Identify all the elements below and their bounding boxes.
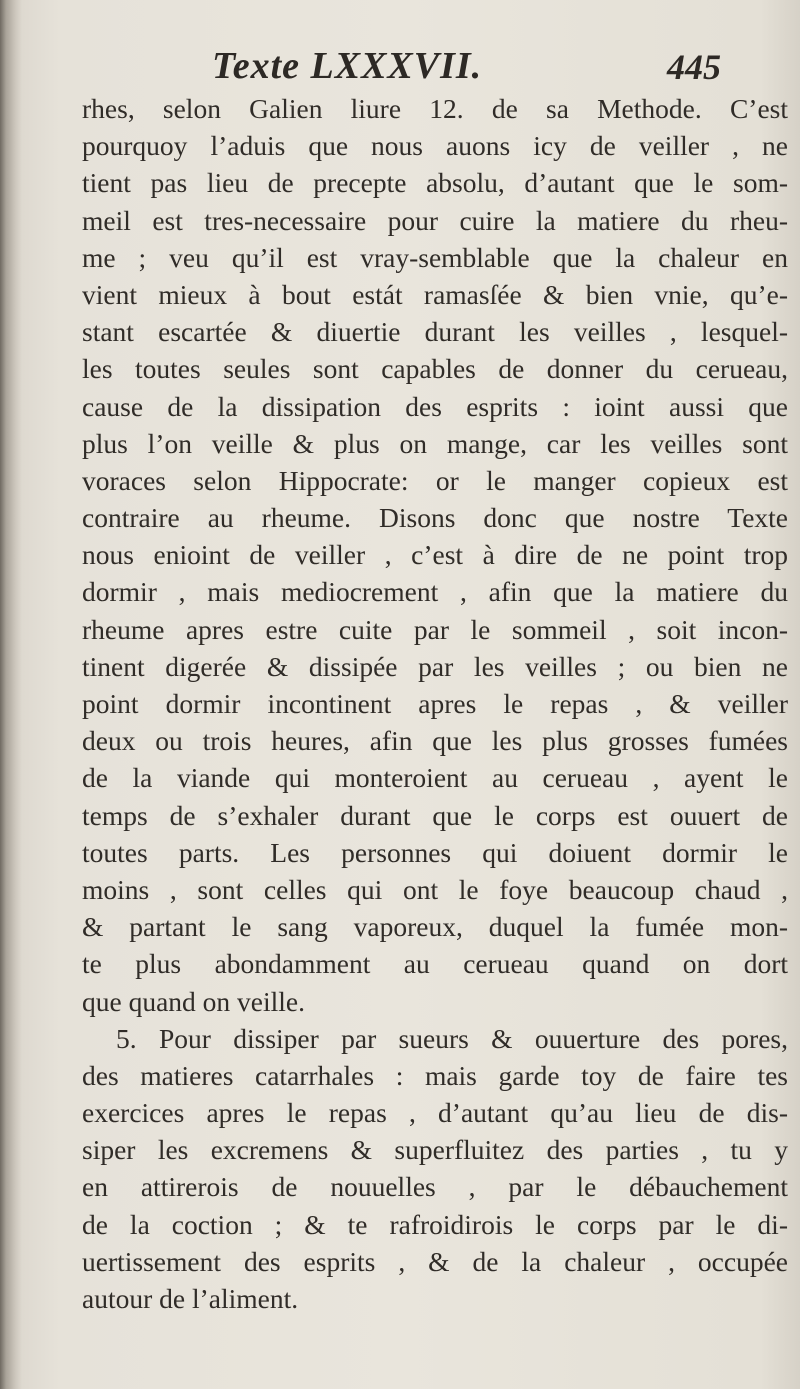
text-line: moins , sont celles qui ont le foye beaucoup chaud , (82, 873, 788, 905)
text-line: me ; veu qu’il est vray-semblable que la chaleur en (82, 241, 788, 273)
text-line: uertissement des esprits , & de la chaleur , occupée (82, 1245, 788, 1277)
paragraph-end-line: que quand on veille. (82, 985, 305, 1017)
text-line: point dormir incontinent apres le repas , & veiller (82, 688, 788, 719)
text-line: voraces selon Hippocrate: or le manger copieux est (82, 464, 788, 496)
text-line: de la viande qui monteroient au cerueau , ayent le (82, 762, 788, 794)
text-line: meil est tres-necessaire pour cuire la matiere du rheu- (82, 204, 788, 236)
text-line: & partant le sang vaporeux, duquel la fumée mon- (82, 911, 788, 943)
text-line: stant escartée & diuertie durant les veilles , lesquel- (82, 316, 788, 348)
binding-gutter (0, 0, 22, 1389)
text-line: tient pas lieu de precepte absolu, d’autant que le som- (82, 167, 788, 199)
text-line: nous enioint de veiller , c’est à dire de ne point trop (82, 539, 788, 571)
paragraph-end-line: autour de l’aliment. (82, 1283, 299, 1314)
text-line: en attirerois de nouuelles , par le débauchement (82, 1171, 788, 1203)
page-header (0, 44, 800, 94)
text-line: siper les excremens & superfluitez des parties , tu y (82, 1134, 788, 1166)
text-line: te plus abondamment au cerueau quand on dort (82, 948, 788, 980)
body-text (82, 90, 788, 1317)
text-line: plus l’on veille & plus on mange, car les veilles sont (82, 427, 788, 459)
page-number: 445 (667, 47, 721, 87)
text-line: toutes parts. Les personnes qui doiuent dormir le (82, 836, 788, 868)
numbered-paragraph-line: 5. Pour dissiper par sueurs & ouuerture des pores, (116, 1022, 788, 1054)
running-head: Texte LXXXVII. (212, 45, 483, 87)
text-line: pourquoy l’aduis que nous auons icy de veiller , ne (82, 130, 788, 162)
text-line: tinent digerée & dissipée par les veilles ; ou bien ne (82, 650, 788, 682)
text-line: des matieres catarrhales : mais garde toy de faire tes (82, 1059, 788, 1091)
text-line: rheume apres estre cuite par le sommeil , soit incon- (82, 613, 788, 645)
text-line: dormir , mais mediocrement , afin que la matiere du (82, 576, 788, 608)
text-line: contraire au rheume. Disons donc que nostre Texte (82, 502, 788, 534)
text-line: rhes, selon Galien liure 12. de sa Methode. C’est (82, 93, 788, 124)
text-line: cause de la dissipation des esprits : ioint aussi que (82, 390, 788, 422)
text-line: les toutes seules sont capables de donner du cerueau, (82, 353, 788, 385)
text-line: deux ou trois heures, afin que les plus grosses fumées (82, 725, 788, 757)
text-line: exercices apres le repas , d’autant qu’au lieu de dis- (82, 1097, 788, 1129)
text-line: de la coction ; & te rafroidirois le corps par le di- (82, 1208, 788, 1240)
text-line: temps de s’exhaler durant que le corps est ouuert de (82, 799, 788, 831)
text-line: vient mieux à bout estát ramasſée & bien vnie, qu’e- (82, 278, 788, 310)
